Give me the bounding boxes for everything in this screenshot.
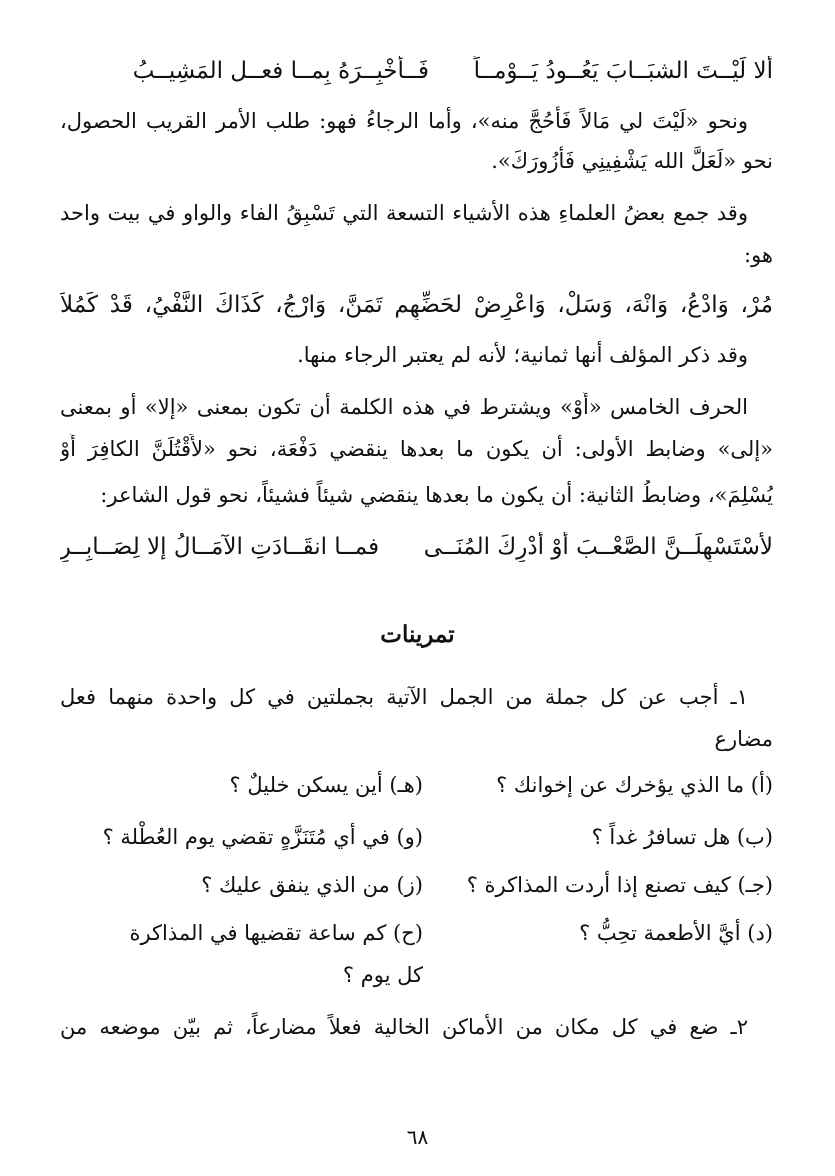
exercise-item: (و) في أي مُتَنَزَّهٍ تقضي يوم العُطْلة ؟ [102,825,423,849]
paragraph-line: ونحو «لَيْتَ لي مَالاً فَأَحُجَّ منه»، وأما الرجاءُ فهو: طلب الأمر القريب الحصول، [60,109,748,133]
page-number: ٦٨ [406,1125,429,1149]
paragraph-line: «إلى» وضابط الأولى: أن يكون ما بعدها ينقضي دَفْعَة، نحو «لأَقْتُلَنَّ الكافِرَ أَوْ [60,437,773,461]
exercise-item-cont: كل يوم ؟ [342,963,423,987]
verse-1 [60,56,773,86]
exercise-2-question: ٢ـ ضع في كل مكان من الأماكن الخالية فعلاً مضارعاً، ثم بيّن موضعه من [60,1015,748,1039]
paragraph-line: وقد ذكر المؤلف أنها ثمانية؛ لأنه لم يعتبر الرجاء منها. [297,343,748,367]
verse-1-second-hemistich: فَــأُخْبِــرَهُ بِمــا فعــل المَشِيــبُ [132,58,429,84]
section-title: تمرينات [380,621,455,648]
paragraph-line: وقد جمع بعضُ العلماءِ هذه الأشياء التسعة التي تَسْبِقُ الفاء والواو في بيت واحد [60,201,748,225]
paragraph-line: نحو «لَعَلَّ الله يَشْفِينِي فَأَزُورَكَ». [491,149,773,173]
paragraph-line: يُسْلِمَ»، وضابطُ الثانية: أن يكون ما بعدها ينقضي شيئاً فشيئاً، نحو قول الشاعر: [100,483,773,507]
verse-1-first-hemistich: أَلا لَيْــتَ الشبَــابَ يَعُــودُ يَــوْمــاً [473,58,773,84]
verse-2 [60,532,773,562]
paragraph-line: الحرف الخامس «أَوْ» ويشترط في هذه الكلمة أن تكون بمعنى «إلا» أو بمعنى [60,395,748,419]
exercise-item: (ح) كم ساعة تقضيها في المذاكرة [129,921,423,945]
exercise-1-question-cont: مضارع [714,727,773,751]
exercise-item: (د) أيَّ الأطعمة تحِبُّ ؟ [579,921,773,945]
verse-2-first-hemistich: لأَسْتَسْهِلَــنَّ الصَّعْــبَ أَوْ أُدْرِكَ المُنَــى [423,534,773,560]
exercise-item: (جـ) كيف تصنع إذا أردت المذاكرة ؟ [466,873,773,897]
exercise-item: (ز) من الذي ينفق عليك ؟ [201,873,423,897]
exercise-item: (أ) ما الذي يؤخرك عن إخوانك ؟ [496,773,773,797]
paragraph-line: هو: [744,243,773,267]
verse-2-second-hemistich: فمــا انقَــادَتِ الآمَــالُ إلا لِصَــابِــرِ [60,534,380,560]
exercise-1-question: ١ـ أجب عن كل جملة من الجمل الآتية بجملتين في كل واحدة منهما فعل [60,685,748,709]
exercise-item: (هـ) أين يسكن خليلٌ ؟ [229,773,423,797]
verse-line: مُرْ، وَادْعُ، وَانْهَ، وَسَلْ، وَاعْرِضْ لحَضِّهِم تَمَنَّ، وَارْجُ، كَذَاكَ النَّفْيُ، قَدْ كَمُلاَ [60,292,773,318]
exercise-item: (ب) هل تسافرُ غداً ؟ [591,825,773,849]
